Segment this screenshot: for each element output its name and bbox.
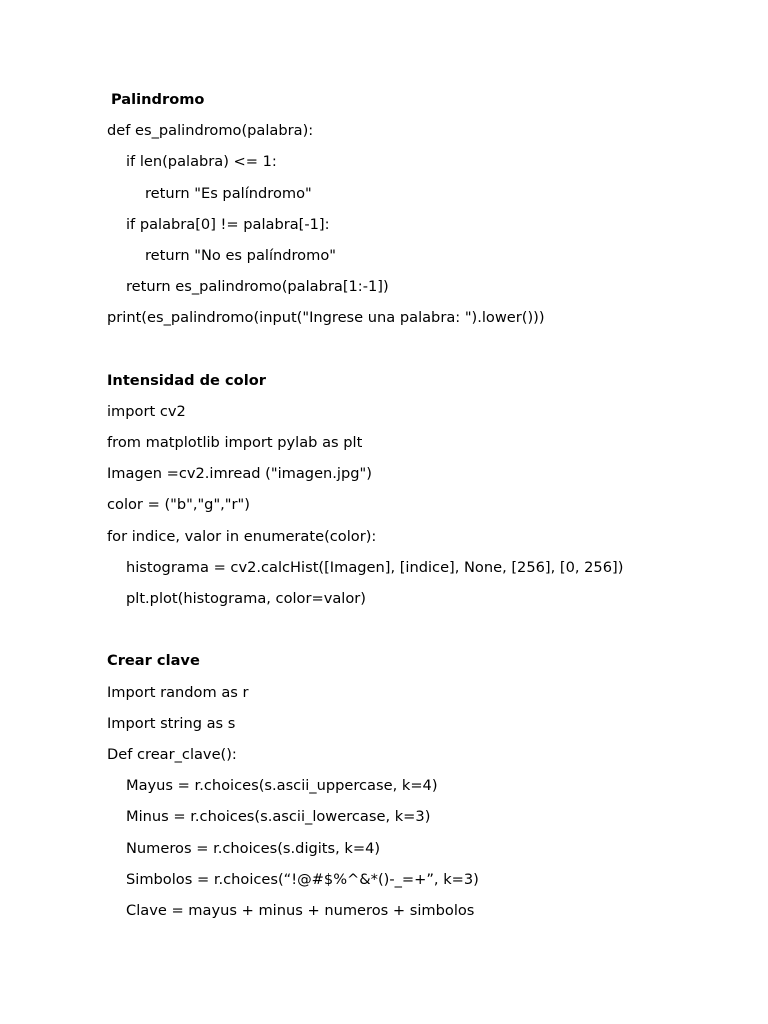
code-line: Imagen =cv2.imread ("imagen.jpg") — [107, 465, 372, 483]
code-line: color = ("b","g","r") — [107, 496, 250, 514]
code-line: print(es_palindromo(input("Ingrese una palabra: ").lower())) — [107, 309, 545, 327]
code-line: return "No es palíndromo" — [145, 246, 336, 264]
code-line: return es_palindromo(palabra[1:-1]) — [126, 278, 389, 296]
code-line: from matplotlib import pylab as plt — [107, 434, 363, 452]
code-line: Simbolos = r.choices(“!@#$%^&*()-_=+”, k=3) — [126, 870, 479, 888]
code-line: Import string as s — [107, 714, 236, 732]
code-line: def es_palindromo(palabra): — [107, 122, 314, 140]
section-spacer — [107, 620, 747, 651]
section-title-palindromo: Palindromo — [111, 91, 205, 108]
code-line: histograma = cv2.calcHist([Imagen], [indice], None, [256], [0, 256]) — [126, 558, 624, 576]
document-body — [107, 90, 747, 932]
code-line: Clave = mayus + minus + numeros + simbolos — [126, 901, 475, 919]
section-spacer — [107, 340, 747, 371]
section-title-intensidad-de-color: Intensidad de color — [107, 371, 266, 389]
code-line: import cv2 — [107, 402, 186, 420]
section-title-crear-clave: Crear clave — [107, 652, 200, 670]
code-line: if len(palabra) <= 1: — [126, 153, 277, 171]
code-line: Numeros = r.choices(s.digits, k=4) — [126, 839, 381, 857]
code-line: for indice, valor in enumerate(color): — [107, 527, 377, 545]
code-line: return "Es palíndromo" — [145, 184, 312, 202]
code-line: Minus = r.choices(s.ascii_lowercase, k=3) — [126, 808, 431, 826]
code-line: Import random as r — [107, 683, 249, 701]
code-line: Def crear_clave(): — [107, 745, 237, 763]
code-line: if palabra[0] != palabra[-1]: — [126, 215, 330, 233]
code-line: Mayus = r.choices(s.ascii_uppercase, k=4) — [126, 777, 438, 795]
code-line: plt.plot(histograma, color=valor) — [126, 590, 366, 607]
